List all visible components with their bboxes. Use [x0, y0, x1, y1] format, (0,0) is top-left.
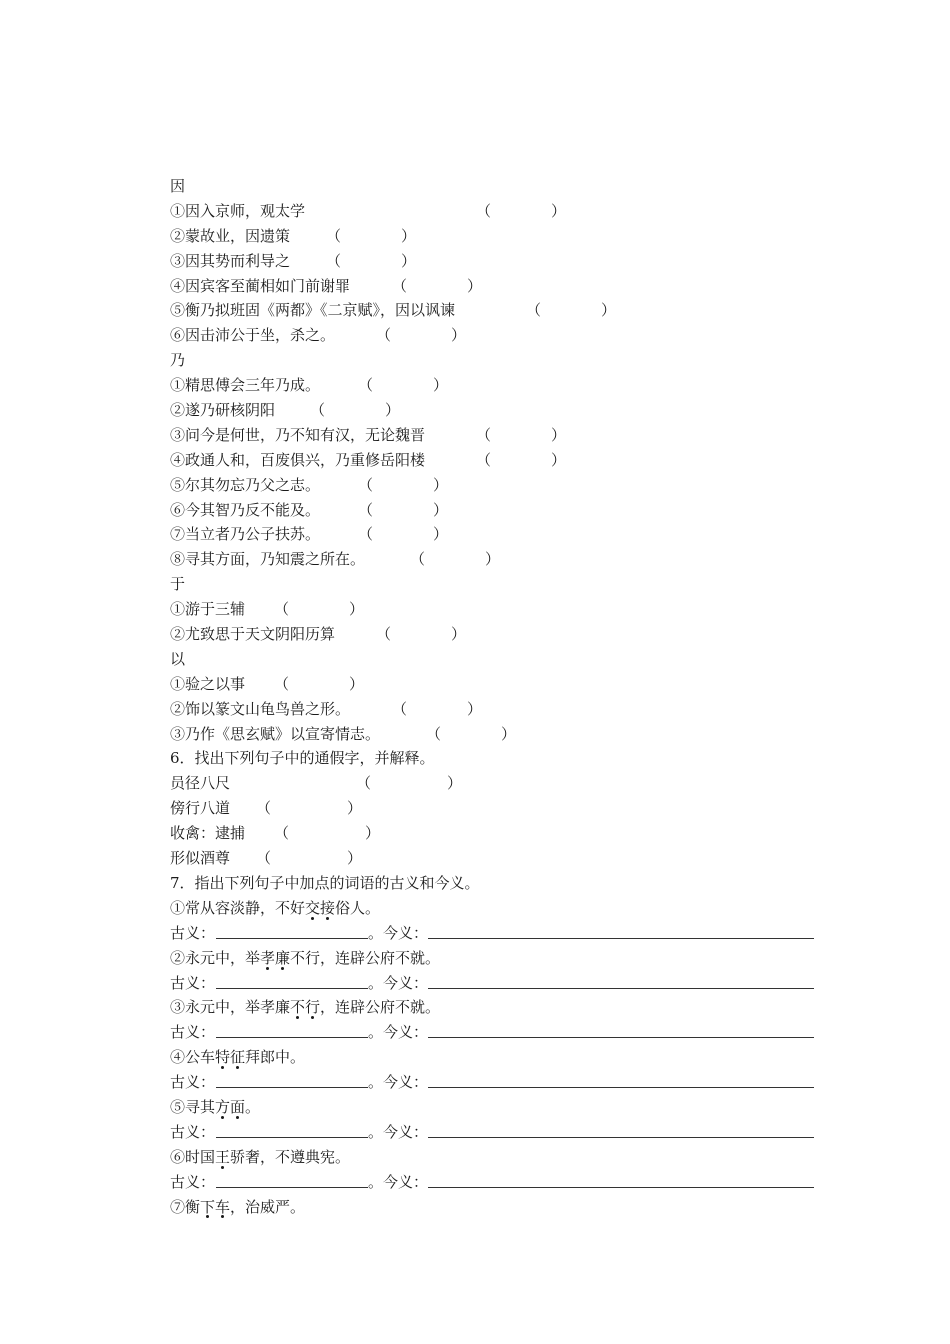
question-item-line — [170, 323, 820, 348]
answer-parentheses[interactable]: （ ） — [410, 550, 501, 569]
sentence-part: ④公车 — [170, 1048, 216, 1067]
question-item-line — [170, 473, 820, 498]
jin-answer-blank[interactable] — [428, 1020, 814, 1038]
section-heading-yi: 以 — [170, 649, 186, 668]
q6-item-text: 收禽：逮捕 — [170, 824, 246, 843]
q6-item-text: 形似酒尊 — [170, 849, 231, 868]
question-item-text: ⑤尔其勿忘乃父之志。 — [170, 475, 321, 494]
emphasis-dot-char: 征 — [230, 1045, 245, 1070]
answer-parentheses[interactable]: （ ） — [426, 724, 517, 743]
question-item-text: ⑥今其智乃反不能及。 — [170, 500, 321, 519]
answer-parentheses[interactable]: （ ） — [392, 699, 483, 718]
gu-label: 古义： — [170, 1122, 216, 1141]
question-item-line — [170, 298, 820, 323]
question-item-line — [170, 597, 820, 622]
answer-parentheses[interactable]: （ ） — [274, 674, 365, 693]
gu-answer-blank[interactable] — [216, 921, 368, 939]
answer-parentheses[interactable]: （ ） — [376, 625, 467, 644]
jin-label: 。今义： — [368, 923, 429, 942]
q7-sentence — [170, 1145, 820, 1170]
question-item-line — [170, 224, 820, 249]
answer-row — [170, 971, 820, 996]
question-item-text: ②尤致思于天文阴阳历算 — [170, 625, 336, 644]
sentence-part: 。 — [245, 1097, 261, 1116]
jin-label: 。今义： — [368, 1073, 429, 1092]
q6-item-text: 傍行八道 — [170, 799, 231, 818]
question-item-text: ②饰以篆文山龟鸟兽之形。 — [170, 699, 351, 718]
answer-parentheses[interactable]: （ ） — [274, 600, 365, 619]
sentence-part: 俗人。 — [335, 898, 381, 917]
question-item-line — [170, 274, 820, 299]
question-item-text: ②蒙故业，因遗策 — [170, 226, 291, 245]
question-item-text: ⑧寻其方面，乃知震之所在。 — [170, 550, 366, 569]
answer-parentheses[interactable]: （ ） — [476, 450, 567, 469]
question-item-text: ①验之以事 — [170, 674, 246, 693]
sentence-part: ②永元中，举 — [170, 948, 261, 967]
question-item-line — [170, 622, 820, 647]
question-item-text: ③因其势而利导之 — [170, 251, 291, 270]
q7-sentence — [170, 896, 820, 921]
q6-item-line — [170, 771, 820, 796]
question-item-text: ①游于三辅 — [170, 600, 246, 619]
answer-parentheses[interactable]: （ ） — [358, 376, 449, 395]
emphasis-dot-char: 孝 — [260, 946, 275, 971]
sentence-part: ⑥时国 — [170, 1147, 216, 1166]
question-item-text: ②遂乃研核阴阳 — [170, 401, 276, 420]
q7-sentence — [170, 1045, 820, 1070]
sentence-part: ，治威严。 — [230, 1197, 306, 1216]
answer-row — [170, 1070, 820, 1095]
answer-parentheses[interactable]: （ ） — [476, 425, 567, 444]
emphasis-dot-char: 行 — [305, 995, 320, 1020]
gu-label: 古义： — [170, 1172, 216, 1191]
sentence-part: 不行，连辟公府不就。 — [290, 948, 441, 967]
answer-parentheses[interactable]: （ ） — [358, 500, 449, 519]
question-item-line — [170, 498, 820, 523]
answer-parentheses[interactable]: （ ） — [256, 799, 363, 818]
answer-parentheses[interactable]: （ ） — [376, 326, 467, 345]
answer-parentheses[interactable]: （ ） — [476, 201, 567, 220]
answer-parentheses[interactable]: （ ） — [526, 301, 617, 320]
q7-sentence — [170, 1195, 820, 1220]
sentence-part: ①常从容淡静，不好 — [170, 898, 306, 917]
gu-answer-blank[interactable] — [216, 1120, 368, 1138]
q6-item-line — [170, 796, 820, 821]
emphasis-dot-char: 廉 — [275, 946, 290, 971]
question-item-line — [170, 448, 820, 473]
emphasis-dot-char: 交 — [305, 896, 320, 921]
question-item-text: ⑤衡乃拟班固《两都》《二京赋》，因以讽谏 — [170, 301, 456, 320]
section-heading-nai: 乃 — [170, 351, 186, 370]
answer-parentheses[interactable]: （ ） — [392, 276, 483, 295]
emphasis-dot-char: 下 — [200, 1195, 215, 1220]
answer-row — [170, 1120, 820, 1145]
gu-label: 古义： — [170, 1023, 216, 1042]
answer-parentheses[interactable]: （ ） — [274, 824, 381, 843]
question-item-line — [170, 398, 820, 423]
answer-parentheses[interactable]: （ ） — [356, 774, 463, 793]
answer-row — [170, 1020, 820, 1045]
sentence-part: ⑤寻其 — [170, 1097, 216, 1116]
gu-label: 古义： — [170, 973, 216, 992]
question-item-line — [170, 547, 820, 572]
question-item-line — [170, 522, 820, 547]
sentence-part: ③永元中，举孝廉 — [170, 998, 291, 1017]
gu-label: 古义： — [170, 923, 216, 942]
question-item-text: ⑦当立者乃公子扶苏。 — [170, 525, 321, 544]
answer-parentheses[interactable]: （ ） — [358, 525, 449, 544]
answer-parentheses[interactable]: （ ） — [310, 401, 401, 420]
question-item-line — [170, 697, 820, 722]
section-heading-yu: 于 — [170, 575, 186, 594]
answer-row — [170, 921, 820, 946]
jin-answer-blank[interactable] — [428, 921, 814, 939]
answer-parentheses[interactable]: （ ） — [256, 849, 363, 868]
q6-item-text: 员径八尺 — [170, 774, 231, 793]
answer-parentheses[interactable]: （ ） — [326, 226, 417, 245]
q6-item-line — [170, 821, 820, 846]
emphasis-dot-char: 王 — [215, 1145, 230, 1170]
emphasis-dot-char: 接 — [320, 896, 335, 921]
answer-parentheses[interactable]: （ ） — [326, 251, 417, 270]
q7-sentence — [170, 1095, 820, 1120]
question-6-title: 6．找出下列句子中的通假字，并解释。 — [170, 749, 435, 768]
question-item-line — [170, 672, 820, 697]
jin-answer-blank[interactable] — [428, 1070, 814, 1088]
sentence-part: 骄奢，不遵典宪。 — [230, 1147, 351, 1166]
question-item-text: ⑥因击沛公于坐，杀之。 — [170, 326, 336, 345]
question-item-line — [170, 199, 820, 224]
q7-sentence — [170, 995, 820, 1020]
section-heading-yin: 因 — [170, 177, 186, 195]
sentence-part: ⑦衡 — [170, 1197, 201, 1216]
emphasis-dot-char: 方 — [215, 1095, 230, 1120]
question-item-text: ④政通人和，百废俱兴，乃重修岳阳楼 — [170, 450, 426, 469]
question-item-text: ③问今是何世，乃不知有汉，无论魏晋 — [170, 425, 426, 444]
q7-sentence — [170, 946, 820, 971]
question-item-line — [170, 423, 820, 448]
answer-row — [170, 1170, 820, 1195]
jin-label: 。今义： — [368, 1122, 429, 1141]
emphasis-dot-char: 面 — [230, 1095, 245, 1120]
gu-answer-blank[interactable] — [216, 1020, 368, 1038]
gu-label: 古义： — [170, 1073, 216, 1092]
sentence-part: 拜郎中。 — [245, 1048, 306, 1067]
question-item-text: ①因入京师，观太学 — [170, 201, 306, 220]
emphasis-dot-char: 车 — [215, 1195, 230, 1220]
jin-answer-blank[interactable] — [428, 1170, 814, 1188]
emphasis-dot-char: 不 — [290, 995, 305, 1020]
jin-label: 。今义： — [368, 1023, 429, 1042]
gu-answer-blank[interactable] — [216, 971, 368, 989]
answer-parentheses[interactable]: （ ） — [358, 475, 449, 494]
question-item-text: ③乃作《思玄赋》以宣寄情志。 — [170, 724, 381, 743]
jin-label: 。今义： — [368, 1172, 429, 1191]
question-item-line — [170, 249, 820, 274]
question-7-title: 7．指出下列句子中加点的词语的古义和今义。 — [170, 873, 480, 892]
question-item-text: ④因宾客至蔺相如门前谢罪 — [170, 276, 351, 295]
gu-answer-blank[interactable] — [216, 1170, 368, 1188]
q6-item-line — [170, 846, 820, 871]
gu-answer-blank[interactable] — [216, 1070, 368, 1088]
document-body — [170, 174, 820, 1219]
question-item-line — [170, 373, 820, 398]
question-item-text: ①精思傅会三年乃成。 — [170, 376, 321, 395]
jin-answer-blank[interactable] — [428, 1120, 814, 1138]
question-item-line — [170, 722, 820, 747]
emphasis-dot-char: 特 — [215, 1045, 230, 1070]
sentence-part: ，连辟公府不就。 — [320, 998, 441, 1017]
jin-answer-blank[interactable] — [428, 971, 814, 989]
jin-label: 。今义： — [368, 973, 429, 992]
